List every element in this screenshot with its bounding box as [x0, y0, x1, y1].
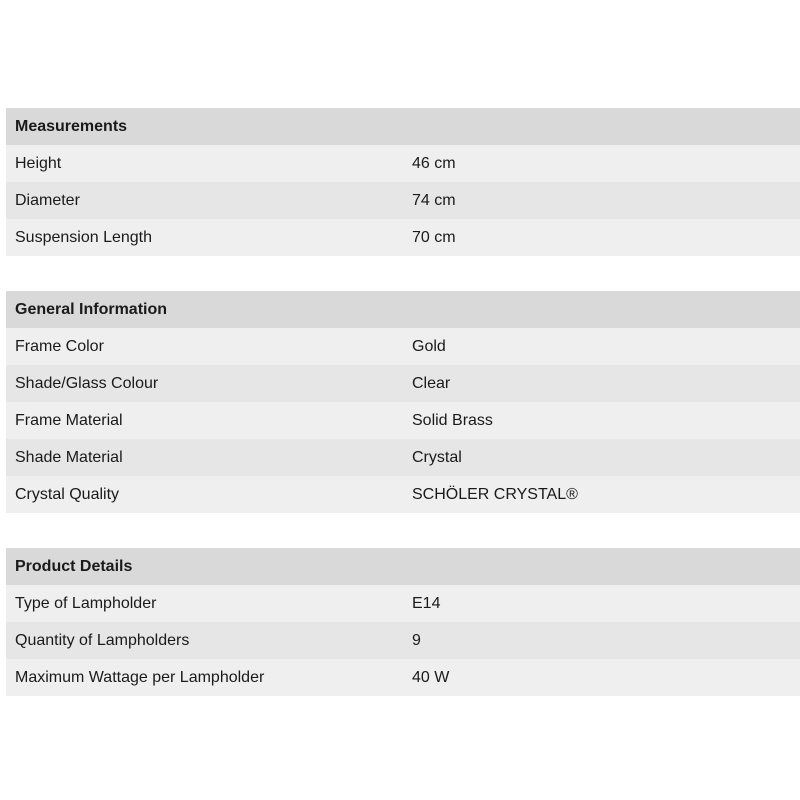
table-row: [6, 622, 800, 659]
section-product-details: [6, 548, 800, 696]
spec-value: Crystal: [403, 439, 800, 476]
spec-value: 9: [403, 622, 800, 659]
spec-label: Shade Material: [6, 439, 403, 476]
table-row: [6, 365, 800, 402]
spec-label: Suspension Length: [6, 219, 403, 256]
spec-label: Shade/Glass Colour: [6, 365, 403, 402]
spec-value: Clear: [403, 365, 800, 402]
section-header: [6, 291, 800, 328]
table-row: [6, 182, 800, 219]
section-header: [6, 108, 800, 145]
spec-value: SCHÖLER CRYSTAL®: [403, 476, 800, 513]
section-title: Measurements: [6, 108, 800, 145]
spec-value: Solid Brass: [403, 402, 800, 439]
spec-label: Diameter: [6, 182, 403, 219]
spec-label: Crystal Quality: [6, 476, 403, 513]
section-measurements: [6, 108, 800, 256]
spec-sheet: [6, 108, 800, 696]
spec-label: Maximum Wattage per Lampholder: [6, 659, 403, 696]
table-row: [6, 585, 800, 622]
spec-value: 74 cm: [403, 182, 800, 219]
table-row: [6, 402, 800, 439]
table-row: [6, 659, 800, 696]
section-general-information: [6, 291, 800, 513]
spec-label: Height: [6, 145, 403, 182]
spec-value: 70 cm: [403, 219, 800, 256]
spec-label: Frame Material: [6, 402, 403, 439]
table-row: [6, 328, 800, 365]
table-row: [6, 439, 800, 476]
section-title: General Information: [6, 291, 800, 328]
spec-value: E14: [403, 585, 800, 622]
table-row: [6, 219, 800, 256]
table-row: [6, 476, 800, 513]
section-title: Product Details: [6, 548, 800, 585]
spec-value: 46 cm: [403, 145, 800, 182]
table-row: [6, 145, 800, 182]
spec-value: 40 W: [403, 659, 800, 696]
spec-label: Frame Color: [6, 328, 403, 365]
spec-label: Type of Lampholder: [6, 585, 403, 622]
spec-value: Gold: [403, 328, 800, 365]
section-header: [6, 548, 800, 585]
spec-label: Quantity of Lampholders: [6, 622, 403, 659]
